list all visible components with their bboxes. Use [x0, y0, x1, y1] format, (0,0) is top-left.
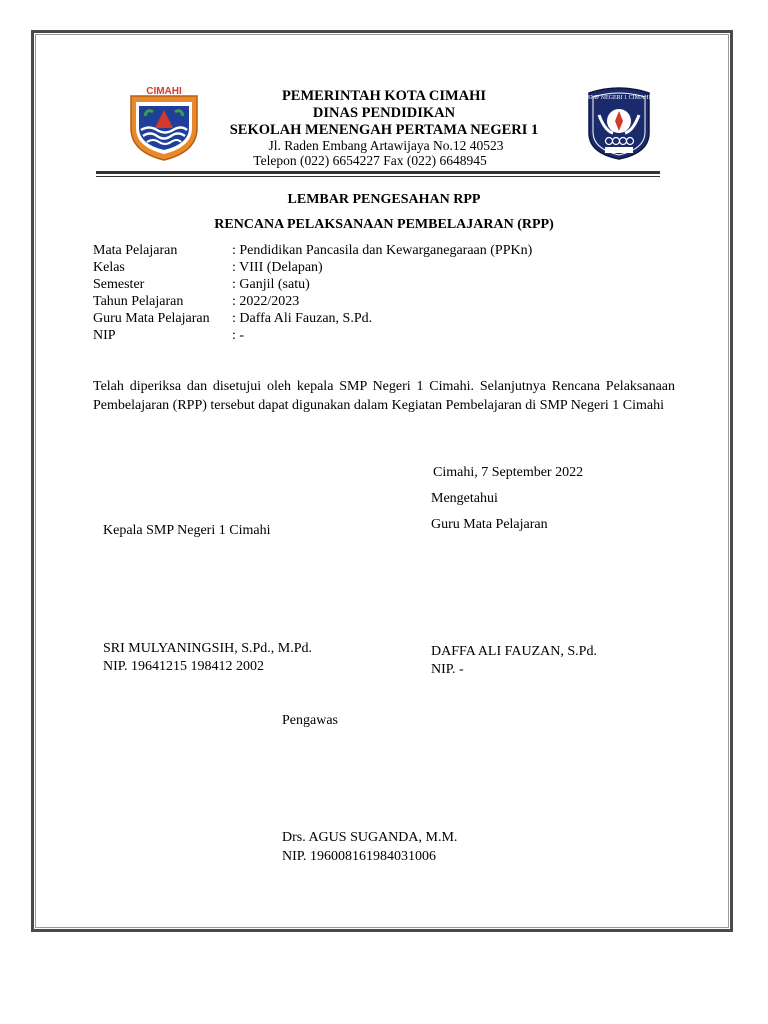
head-name: SRI MULYANINGSIH, S.Pd., M.Pd. — [103, 641, 313, 656]
svg-text:CIMAHI: CIMAHI — [146, 86, 182, 97]
info-label: Mata Pelajaran — [93, 243, 178, 258]
school-logo — [585, 85, 653, 161]
header-phone: Telepon (022) 6654227 Fax (022) 6648945 — [253, 153, 487, 168]
document-subtitle: RENCANA PELAKSANAAN PEMBELAJARAN (RPP) — [214, 217, 554, 232]
approval-paragraph: Telah diperiksa dan disetujui oleh kepala SMP Negeri 1 Cimahi. Selanjutnya Rencana Pelaksanaan Pembelajaran (RPP) tersebut dapat digunakan dalam Kegiatan Pembelajaran di SMP Negeri 1 Cimahi — [93, 379, 675, 413]
supervisor-name: Drs. AGUS SUGANDA, M.M. — [282, 830, 458, 845]
info-label: Kelas — [93, 260, 125, 275]
info-value: : 2022/2023 — [232, 294, 300, 309]
header-school: SEKOLAH MENENGAH PERTAMA NEGERI 1 — [229, 122, 539, 138]
place-date: Cimahi, 7 September 2022 — [433, 465, 584, 480]
teacher-role: Guru Mata Pelajaran — [431, 517, 548, 532]
svg-text:SMP NEGERI 1 CIMAHI: SMP NEGERI 1 CIMAHI — [587, 95, 651, 101]
head-nip: NIP. 19641215 198412 2002 — [103, 659, 265, 674]
head-role: Kepala SMP Negeri 1 Cimahi — [103, 523, 271, 538]
info-label: NIP — [93, 328, 116, 343]
info-value: : VIII (Delapan) — [232, 260, 323, 275]
info-label: Guru Mata Pelajaran — [93, 311, 210, 326]
info-value: : Ganjil (satu) — [232, 277, 310, 292]
teacher-name: DAFFA ALI FAUZAN, S.Pd. — [431, 644, 597, 659]
letterhead-rule-thick — [96, 171, 660, 174]
info-value: : Pendidikan Pancasila dan Kewarganegaraan (PPKn) — [232, 243, 533, 258]
header-address: Jl. Raden Embang Artawijaya No.12 40523 — [268, 138, 504, 153]
info-value: : - — [232, 328, 245, 343]
supervisor-role: Pengawas — [282, 713, 338, 728]
info-label: Semester — [93, 277, 145, 292]
header-government: PEMERINTAH KOTA CIMAHI — [281, 88, 487, 104]
info-label: Tahun Pelajaran — [93, 294, 184, 309]
document-title: LEMBAR PENGESAHAN RPP — [287, 192, 481, 207]
info-value: : Daffa Ali Fauzan, S.Pd. — [232, 311, 373, 326]
mengetahui-label: Mengetahui — [431, 491, 498, 506]
supervisor-nip: NIP. 196008161984031006 — [282, 849, 437, 864]
letterhead-rule-thin — [96, 176, 660, 177]
teacher-nip: NIP. - — [431, 662, 464, 677]
header-department: DINAS PENDIDIKAN — [312, 105, 456, 121]
